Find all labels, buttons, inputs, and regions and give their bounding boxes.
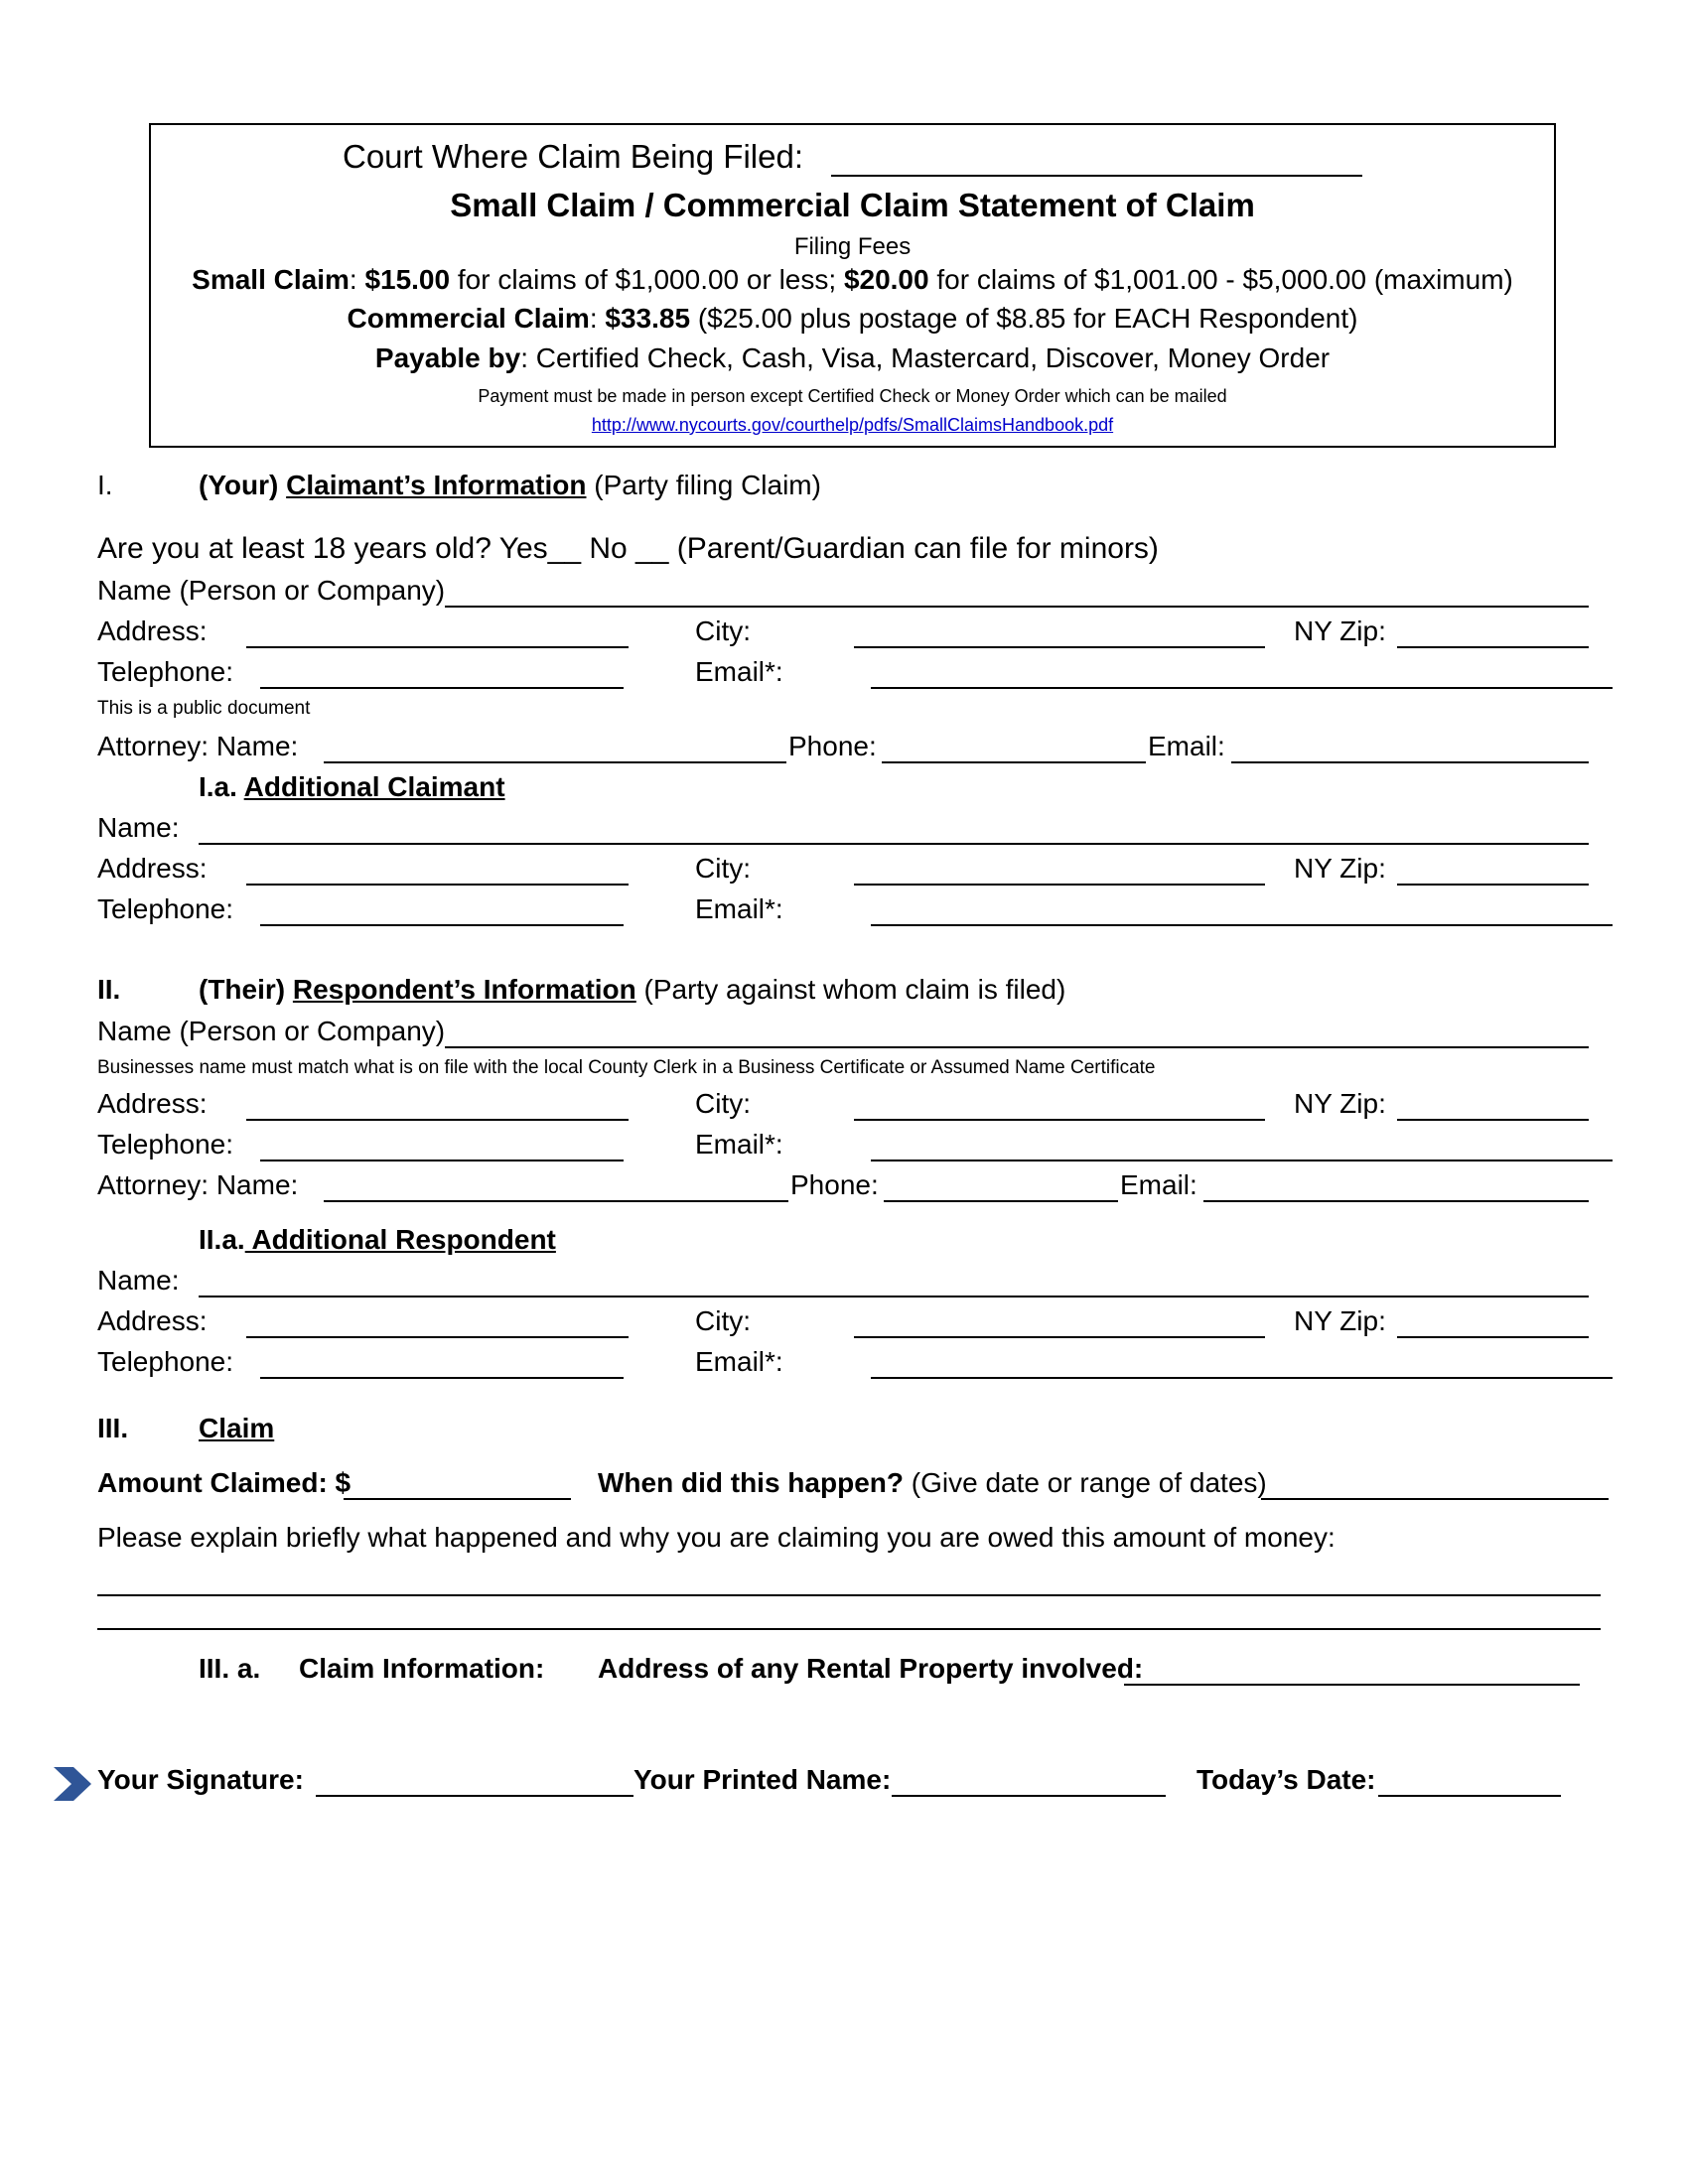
section3-number: III. <box>97 1413 129 1443</box>
section2-number: II. <box>97 974 121 1005</box>
respondent-attorney-email-label: Email: <box>1120 1169 1197 1200</box>
claimant-name-input[interactable] <box>445 606 1589 608</box>
court-label: Court Where Claim Being Filed: <box>343 138 803 175</box>
explain-input-line-1[interactable] <box>97 1594 1601 1596</box>
todays-date-input[interactable] <box>1378 1795 1561 1797</box>
add-respondent-zip-label: NY Zip: <box>1294 1305 1386 1336</box>
filing-fees-label: Filing Fees <box>793 233 912 260</box>
header-box <box>149 123 1556 448</box>
add-respondent-telephone-label: Telephone: <box>97 1346 234 1377</box>
respondent-name-label: Name (Person or Company) <box>97 1016 446 1046</box>
signature-label: Your Signature: <box>97 1764 304 1795</box>
printed-name-input[interactable] <box>892 1795 1166 1797</box>
todays-date-label: Today’s Date: <box>1196 1764 1376 1795</box>
explain-input-line-2[interactable] <box>97 1628 1601 1630</box>
payable-by: Payable by: Certified Check, Cash, Visa, Mastercard, Discover, Money Order <box>374 342 1331 373</box>
rental-property-label: Address of any Rental Property involved: <box>598 1653 1144 1684</box>
claimant-zip-label: NY Zip: <box>1294 615 1386 646</box>
add-claimant-name-label: Name: <box>97 812 180 843</box>
respondent-telephone-input[interactable] <box>260 1160 624 1161</box>
respondent-name-input[interactable] <box>445 1046 1589 1048</box>
claimant-attorney-email-label: Email: <box>1148 731 1225 761</box>
claimant-telephone-label: Telephone: <box>97 656 234 687</box>
claimant-email-input[interactable] <box>871 687 1613 689</box>
chevron-right-icon <box>54 1767 91 1801</box>
add-respondent-email-label: Email*: <box>695 1346 783 1377</box>
add-respondent-telephone-input[interactable] <box>260 1377 624 1379</box>
add-claimant-email-input[interactable] <box>871 924 1613 926</box>
section1-number: I. <box>97 470 113 500</box>
add-respondent-email-input[interactable] <box>871 1377 1613 1379</box>
add-claimant-zip-input[interactable] <box>1397 884 1589 886</box>
when-label: When did this happen? (Give date or range of dates) <box>598 1467 1267 1498</box>
printed-name-label: Your Printed Name: <box>633 1764 892 1795</box>
respondent-email-input[interactable] <box>871 1160 1613 1161</box>
section3-title: Claim <box>199 1413 275 1443</box>
claimant-email-label: Email*: <box>695 656 783 687</box>
claimant-telephone-input[interactable] <box>260 687 624 689</box>
claimant-attorney-email-input[interactable] <box>1231 761 1589 763</box>
add-claimant-city-input[interactable] <box>854 884 1265 886</box>
when-input[interactable] <box>1261 1498 1609 1500</box>
claimant-attorney-name-label: Attorney: Name: <box>97 731 299 761</box>
respondent-address-label: Address: <box>97 1088 208 1119</box>
signature-input[interactable] <box>316 1795 633 1797</box>
section2a-heading: II.a. Additional Respondent <box>199 1224 556 1255</box>
business-name-note: Businesses name must match what is on file with the local County Clerk in a Business Certificate or Assumed Name Certificate <box>97 1057 1156 1078</box>
form-title: Small Claim / Commercial Claim Statement of Claim <box>450 187 1255 223</box>
age-question: Are you at least 18 years old? Yes__ No __ (Parent/Guardian can file for minors) <box>97 532 1159 565</box>
claimant-attorney-name-input[interactable] <box>324 761 786 763</box>
rental-property-input[interactable] <box>1124 1684 1580 1686</box>
respondent-attorney-name-label: Attorney: Name: <box>97 1169 299 1200</box>
respondent-attorney-phone-input[interactable] <box>884 1200 1118 1202</box>
claimant-city-input[interactable] <box>854 646 1265 648</box>
claimant-zip-input[interactable] <box>1397 646 1589 648</box>
respondent-city-input[interactable] <box>854 1119 1265 1121</box>
section2-heading: (Their) Respondent’s Information (Party against whom claim is filed) <box>199 974 1066 1005</box>
add-claimant-city-label: City: <box>695 853 751 884</box>
section1-heading: (Your) Claimant’s Information (Party filing Claim) <box>199 470 821 500</box>
add-claimant-email-label: Email*: <box>695 893 783 924</box>
add-respondent-name-input[interactable] <box>199 1296 1589 1297</box>
respondent-attorney-phone-label: Phone: <box>790 1169 879 1200</box>
respondent-city-label: City: <box>695 1088 751 1119</box>
respondent-attorney-email-input[interactable] <box>1203 1200 1589 1202</box>
handbook-link[interactable]: http://www.nycourts.gov/courthelp/pdfs/SmallClaimsHandbook.pdf <box>591 415 1114 435</box>
amount-claimed-label: Amount Claimed: $ <box>97 1467 352 1498</box>
respondent-zip-input[interactable] <box>1397 1119 1589 1121</box>
claimant-city-label: City: <box>695 615 751 646</box>
claimant-name-label: Name (Person or Company) <box>97 575 446 606</box>
add-claimant-telephone-label: Telephone: <box>97 893 234 924</box>
add-respondent-name-label: Name: <box>97 1265 180 1296</box>
add-claimant-zip-label: NY Zip: <box>1294 853 1386 884</box>
add-claimant-address-input[interactable] <box>246 884 629 886</box>
small-claim-fees: Small Claim: $15.00 for claims of $1,000.00 or less; $20.00 for claims of $1,001.00 - $5,000.00 (maximum) <box>192 264 1513 295</box>
claimant-address-input[interactable] <box>246 646 629 648</box>
commercial-claim-fees: Commercial Claim: $33.85 ($25.00 plus postage of $8.85 for EACH Respondent) <box>347 303 1358 334</box>
section1a-heading: I.a. Additional Claimant <box>199 771 505 802</box>
add-claimant-name-input[interactable] <box>199 843 1589 845</box>
respondent-address-input[interactable] <box>246 1119 629 1121</box>
add-respondent-zip-input[interactable] <box>1397 1336 1589 1338</box>
claim-information-label: Claim Information: <box>299 1653 545 1684</box>
claimant-attorney-phone-label: Phone: <box>788 731 877 761</box>
amount-claimed-input[interactable] <box>344 1498 571 1500</box>
explain-label: Please explain briefly what happened and why you are claiming you are owed this amount of money: <box>97 1522 1336 1553</box>
respondent-email-label: Email*: <box>695 1129 783 1160</box>
public-document-note: This is a public document <box>97 698 311 719</box>
payment-note: Payment must be made in person except Certified Check or Money Order which can be mailed <box>478 386 1227 406</box>
add-respondent-city-label: City: <box>695 1305 751 1336</box>
add-respondent-address-input[interactable] <box>246 1336 629 1338</box>
add-claimant-address-label: Address: <box>97 853 208 884</box>
add-claimant-telephone-input[interactable] <box>260 924 624 926</box>
respondent-attorney-name-input[interactable] <box>324 1200 788 1202</box>
add-respondent-address-label: Address: <box>97 1305 208 1336</box>
add-respondent-city-input[interactable] <box>854 1336 1265 1338</box>
court-input[interactable] <box>831 175 1362 177</box>
respondent-telephone-label: Telephone: <box>97 1129 234 1160</box>
respondent-zip-label: NY Zip: <box>1294 1088 1386 1119</box>
claimant-attorney-phone-input[interactable] <box>882 761 1146 763</box>
section3a-number: III. a. <box>199 1653 261 1684</box>
claimant-address-label: Address: <box>97 615 208 646</box>
